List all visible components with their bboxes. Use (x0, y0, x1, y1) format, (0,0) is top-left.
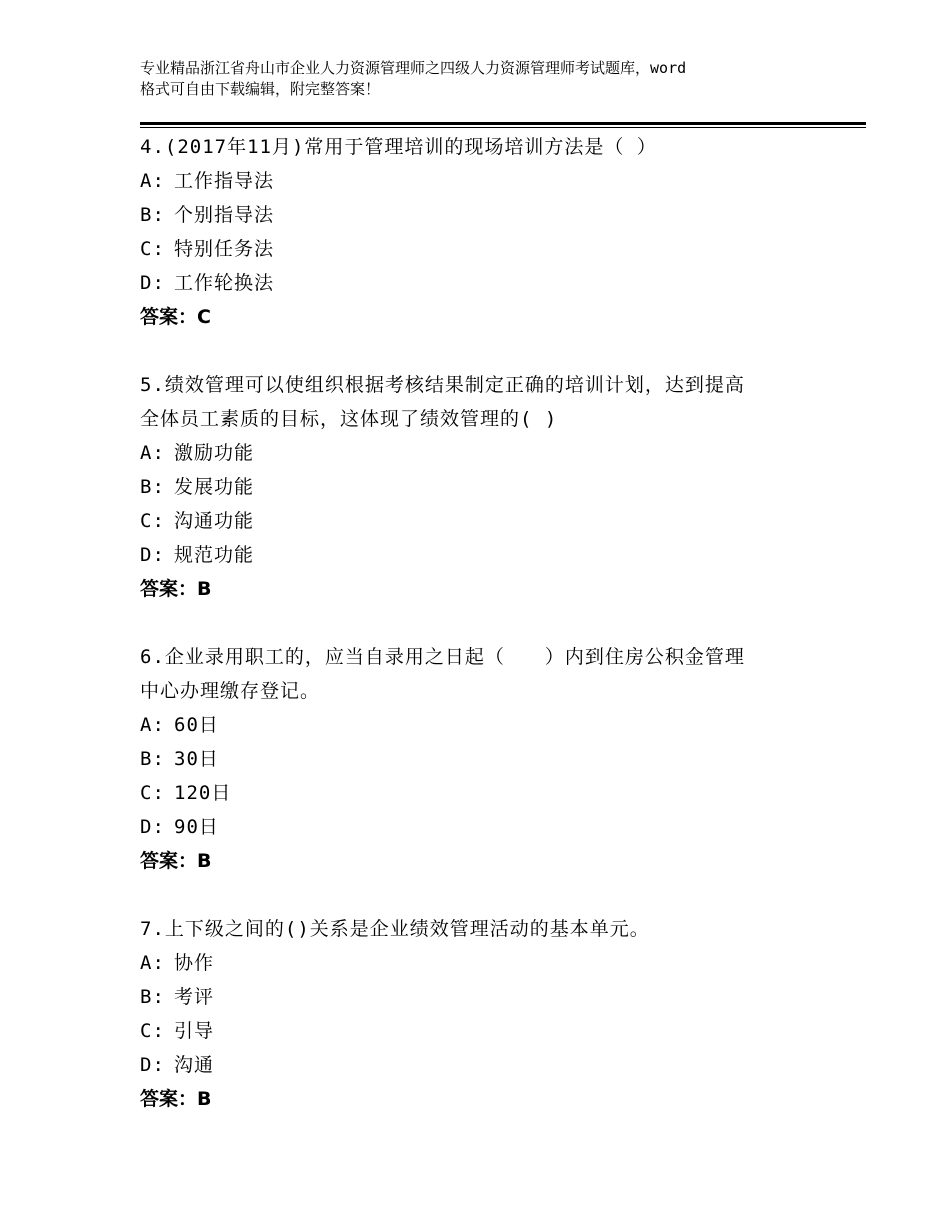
option-text: 沟通 (174, 1054, 215, 1076)
option-b (140, 198, 840, 232)
option-letter: B: (140, 748, 165, 770)
answer-label: 答案： (140, 850, 198, 872)
answer-label: 答案： (140, 1088, 198, 1110)
question-stem-line: 6.企业录用职工的，应当自录用之日起（ ）内到住房公积金管理 (140, 646, 745, 668)
header-divider-thin (140, 127, 866, 128)
option-letter: D: (140, 272, 165, 294)
question-stem-line: 中心办理缴存登记。 (140, 680, 321, 702)
option-d (140, 538, 840, 572)
option-c (140, 1014, 840, 1048)
question-4 (140, 130, 840, 334)
option-letter: D: (140, 544, 165, 566)
answer-value: B (197, 1088, 212, 1110)
option-letter: C: (140, 782, 165, 804)
option-text: 120日 (174, 782, 232, 804)
question-5 (140, 368, 840, 606)
option-c (140, 232, 840, 266)
header-line-1: 专业精品浙江省舟山市企业人力资源管理师之四级人力资源管理师考试题库，word (140, 59, 687, 77)
answer-value: C (197, 306, 211, 328)
option-text: 90日 (174, 816, 219, 838)
answer-line (140, 300, 840, 334)
option-text: 引导 (174, 1020, 215, 1042)
option-letter: B: (140, 476, 165, 498)
option-text: 发展功能 (174, 476, 255, 498)
answer-line (140, 1082, 840, 1116)
option-a (140, 436, 840, 470)
question-stem-line: 4.(2017年11月)常用于管理培训的现场培训方法是（ ） (140, 136, 657, 158)
option-letter: A: (140, 442, 165, 464)
answer-value: B (197, 578, 212, 600)
option-letter: A: (140, 952, 165, 974)
option-text: 个别指导法 (174, 204, 275, 226)
answer-line (140, 844, 840, 878)
option-text: 30日 (174, 748, 219, 770)
header-divider-thick (140, 122, 866, 125)
option-text: 工作轮换法 (174, 272, 275, 294)
option-c (140, 504, 840, 538)
option-a (140, 164, 840, 198)
option-letter: D: (140, 1054, 165, 1076)
header-line-2: 格式可自由下载编辑，附完整答案！ (140, 80, 381, 98)
option-letter: C: (140, 238, 165, 260)
option-letter: D: (140, 816, 165, 838)
option-text: 协作 (174, 952, 215, 974)
option-a (140, 708, 840, 742)
option-c (140, 776, 840, 810)
option-d (140, 266, 840, 300)
question-6 (140, 640, 840, 878)
option-text: 60日 (174, 714, 219, 736)
answer-label: 答案： (140, 578, 198, 600)
option-text: 激励功能 (174, 442, 255, 464)
option-text: 特别任务法 (174, 238, 275, 260)
option-d (140, 1048, 840, 1082)
option-text: 规范功能 (174, 544, 255, 566)
option-letter: B: (140, 204, 165, 226)
option-letter: B: (140, 986, 165, 1008)
option-a (140, 946, 840, 980)
option-text: 考评 (174, 986, 215, 1008)
question-stem-line: 5.绩效管理可以使组织根据考核结果制定正确的培训计划，达到提高 (140, 374, 745, 396)
question-list (140, 130, 840, 1150)
option-b (140, 470, 840, 504)
answer-value: B (197, 850, 212, 872)
option-text: 工作指导法 (174, 170, 275, 192)
question-stem-line: 7.上下级之间的()关系是企业绩效管理活动的基本单元。 (140, 918, 650, 940)
option-letter: C: (140, 510, 165, 532)
option-letter: A: (140, 170, 165, 192)
answer-line (140, 572, 840, 606)
answer-label: 答案： (140, 306, 198, 328)
document-header (140, 58, 830, 100)
option-letter: C: (140, 1020, 165, 1042)
option-d (140, 810, 840, 844)
option-letter: A: (140, 714, 165, 736)
question-7 (140, 912, 840, 1116)
option-text: 沟通功能 (174, 510, 255, 532)
option-b (140, 742, 840, 776)
question-stem-line: 全体员工素质的目标，这体现了绩效管理的( ) (140, 408, 558, 430)
option-b (140, 980, 840, 1014)
